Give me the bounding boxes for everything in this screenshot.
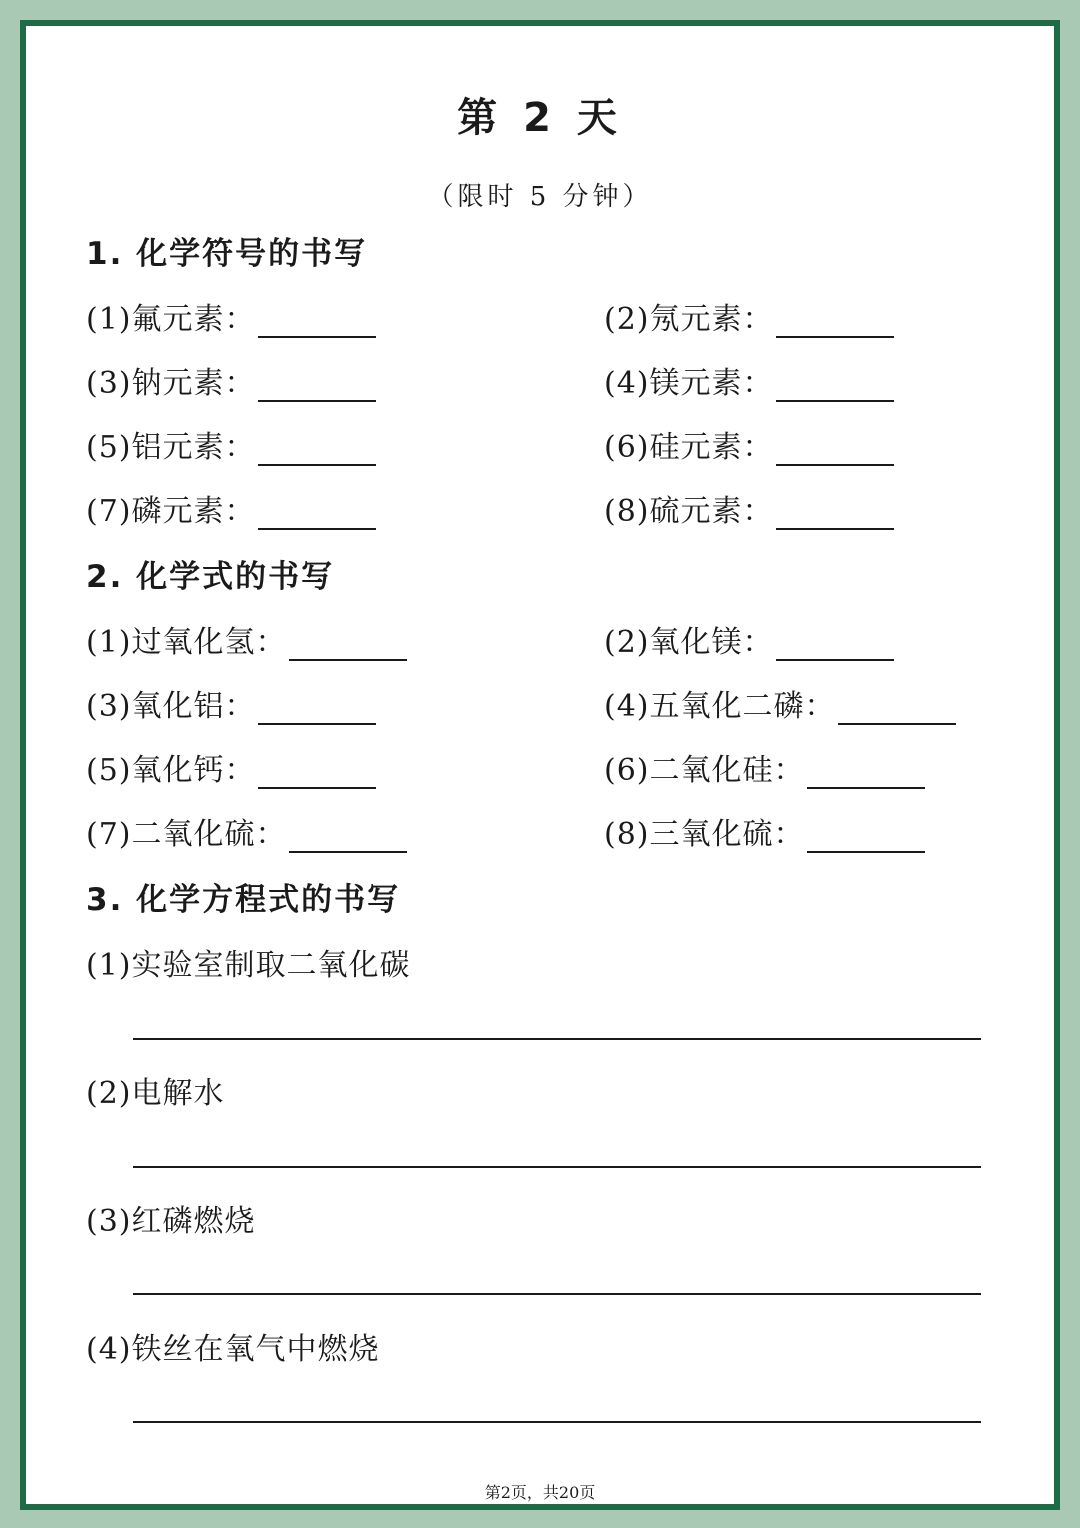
question-label: (5)氧化钙： — [86, 753, 256, 788]
question-1-3 — [86, 358, 376, 402]
answer-blank[interactable] — [258, 763, 376, 789]
question-label: (8)三氧化硫： — [604, 817, 805, 852]
answer-blank[interactable] — [776, 440, 894, 466]
answer-blank[interactable] — [258, 440, 376, 466]
question-2-3 — [86, 681, 376, 725]
question-2-5 — [86, 745, 376, 789]
question-label: (1)过氧化氢： — [86, 625, 287, 660]
question-label: (8)硫元素： — [604, 494, 774, 529]
question-label: (5)铝元素： — [86, 430, 256, 465]
question-1-5 — [86, 422, 376, 466]
question-2-4 — [604, 681, 956, 725]
question-label: (3)氧化铝： — [86, 689, 256, 724]
question-label: (7)磷元素： — [86, 494, 256, 529]
question-label: (4)铁丝在氧气中燃烧 — [86, 1332, 380, 1367]
question-3-1 — [86, 940, 411, 984]
question-3-3 — [86, 1196, 256, 1240]
question-label: (4)镁元素： — [604, 366, 774, 401]
question-label: (6)硅元素： — [604, 430, 774, 465]
question-label: (6)二氧化硅： — [604, 753, 805, 788]
question-2-8 — [604, 809, 925, 853]
question-label: (1)实验室制取二氧化碳 — [86, 948, 411, 983]
section-3-heading: 3. 化学方程式的书写 — [86, 882, 401, 918]
answer-blank[interactable] — [258, 312, 376, 338]
question-3-2 — [86, 1068, 225, 1112]
answer-blank[interactable] — [838, 699, 956, 725]
question-2-1 — [86, 617, 407, 661]
question-label: (3)钠元素： — [86, 366, 256, 401]
time-limit: （限时 5 分钟） — [427, 182, 653, 212]
question-label: (7)二氧化硫： — [86, 817, 287, 852]
answer-blank[interactable] — [258, 504, 376, 530]
answer-line[interactable] — [133, 1038, 981, 1040]
answer-line[interactable] — [133, 1293, 981, 1295]
question-label: (2)氧化镁： — [604, 625, 774, 660]
answer-blank[interactable] — [776, 635, 894, 661]
question-1-7 — [86, 486, 376, 530]
answer-blank[interactable] — [807, 763, 925, 789]
question-label: (3)红磷燃烧 — [86, 1204, 256, 1239]
answer-blank[interactable] — [776, 376, 894, 402]
question-label: (1)氟元素： — [86, 302, 256, 337]
answer-blank[interactable] — [289, 635, 407, 661]
question-label: (4)五氧化二磷： — [604, 689, 836, 724]
page-footer: 第2页，共20页 — [484, 1483, 596, 1502]
question-1-1 — [86, 294, 376, 338]
question-label: (2)氖元素： — [604, 302, 774, 337]
answer-blank[interactable] — [289, 827, 407, 853]
page-title: 第 2 天 — [457, 95, 623, 141]
answer-blank[interactable] — [776, 312, 894, 338]
answer-blank[interactable] — [807, 827, 925, 853]
question-3-4 — [86, 1324, 380, 1368]
section-2-heading: 2. 化学式的书写 — [86, 559, 335, 595]
answer-blank[interactable] — [776, 504, 894, 530]
question-1-6 — [604, 422, 894, 466]
answer-line[interactable] — [133, 1421, 981, 1423]
question-2-2 — [604, 617, 894, 661]
answer-line[interactable] — [133, 1166, 981, 1168]
question-1-4 — [604, 358, 894, 402]
question-label: (2)电解水 — [86, 1076, 225, 1111]
section-1-heading: 1. 化学符号的书写 — [86, 236, 368, 272]
question-2-7 — [86, 809, 407, 853]
answer-blank[interactable] — [258, 376, 376, 402]
question-1-2 — [604, 294, 894, 338]
question-1-8 — [604, 486, 894, 530]
question-2-6 — [604, 745, 925, 789]
answer-blank[interactable] — [258, 699, 376, 725]
